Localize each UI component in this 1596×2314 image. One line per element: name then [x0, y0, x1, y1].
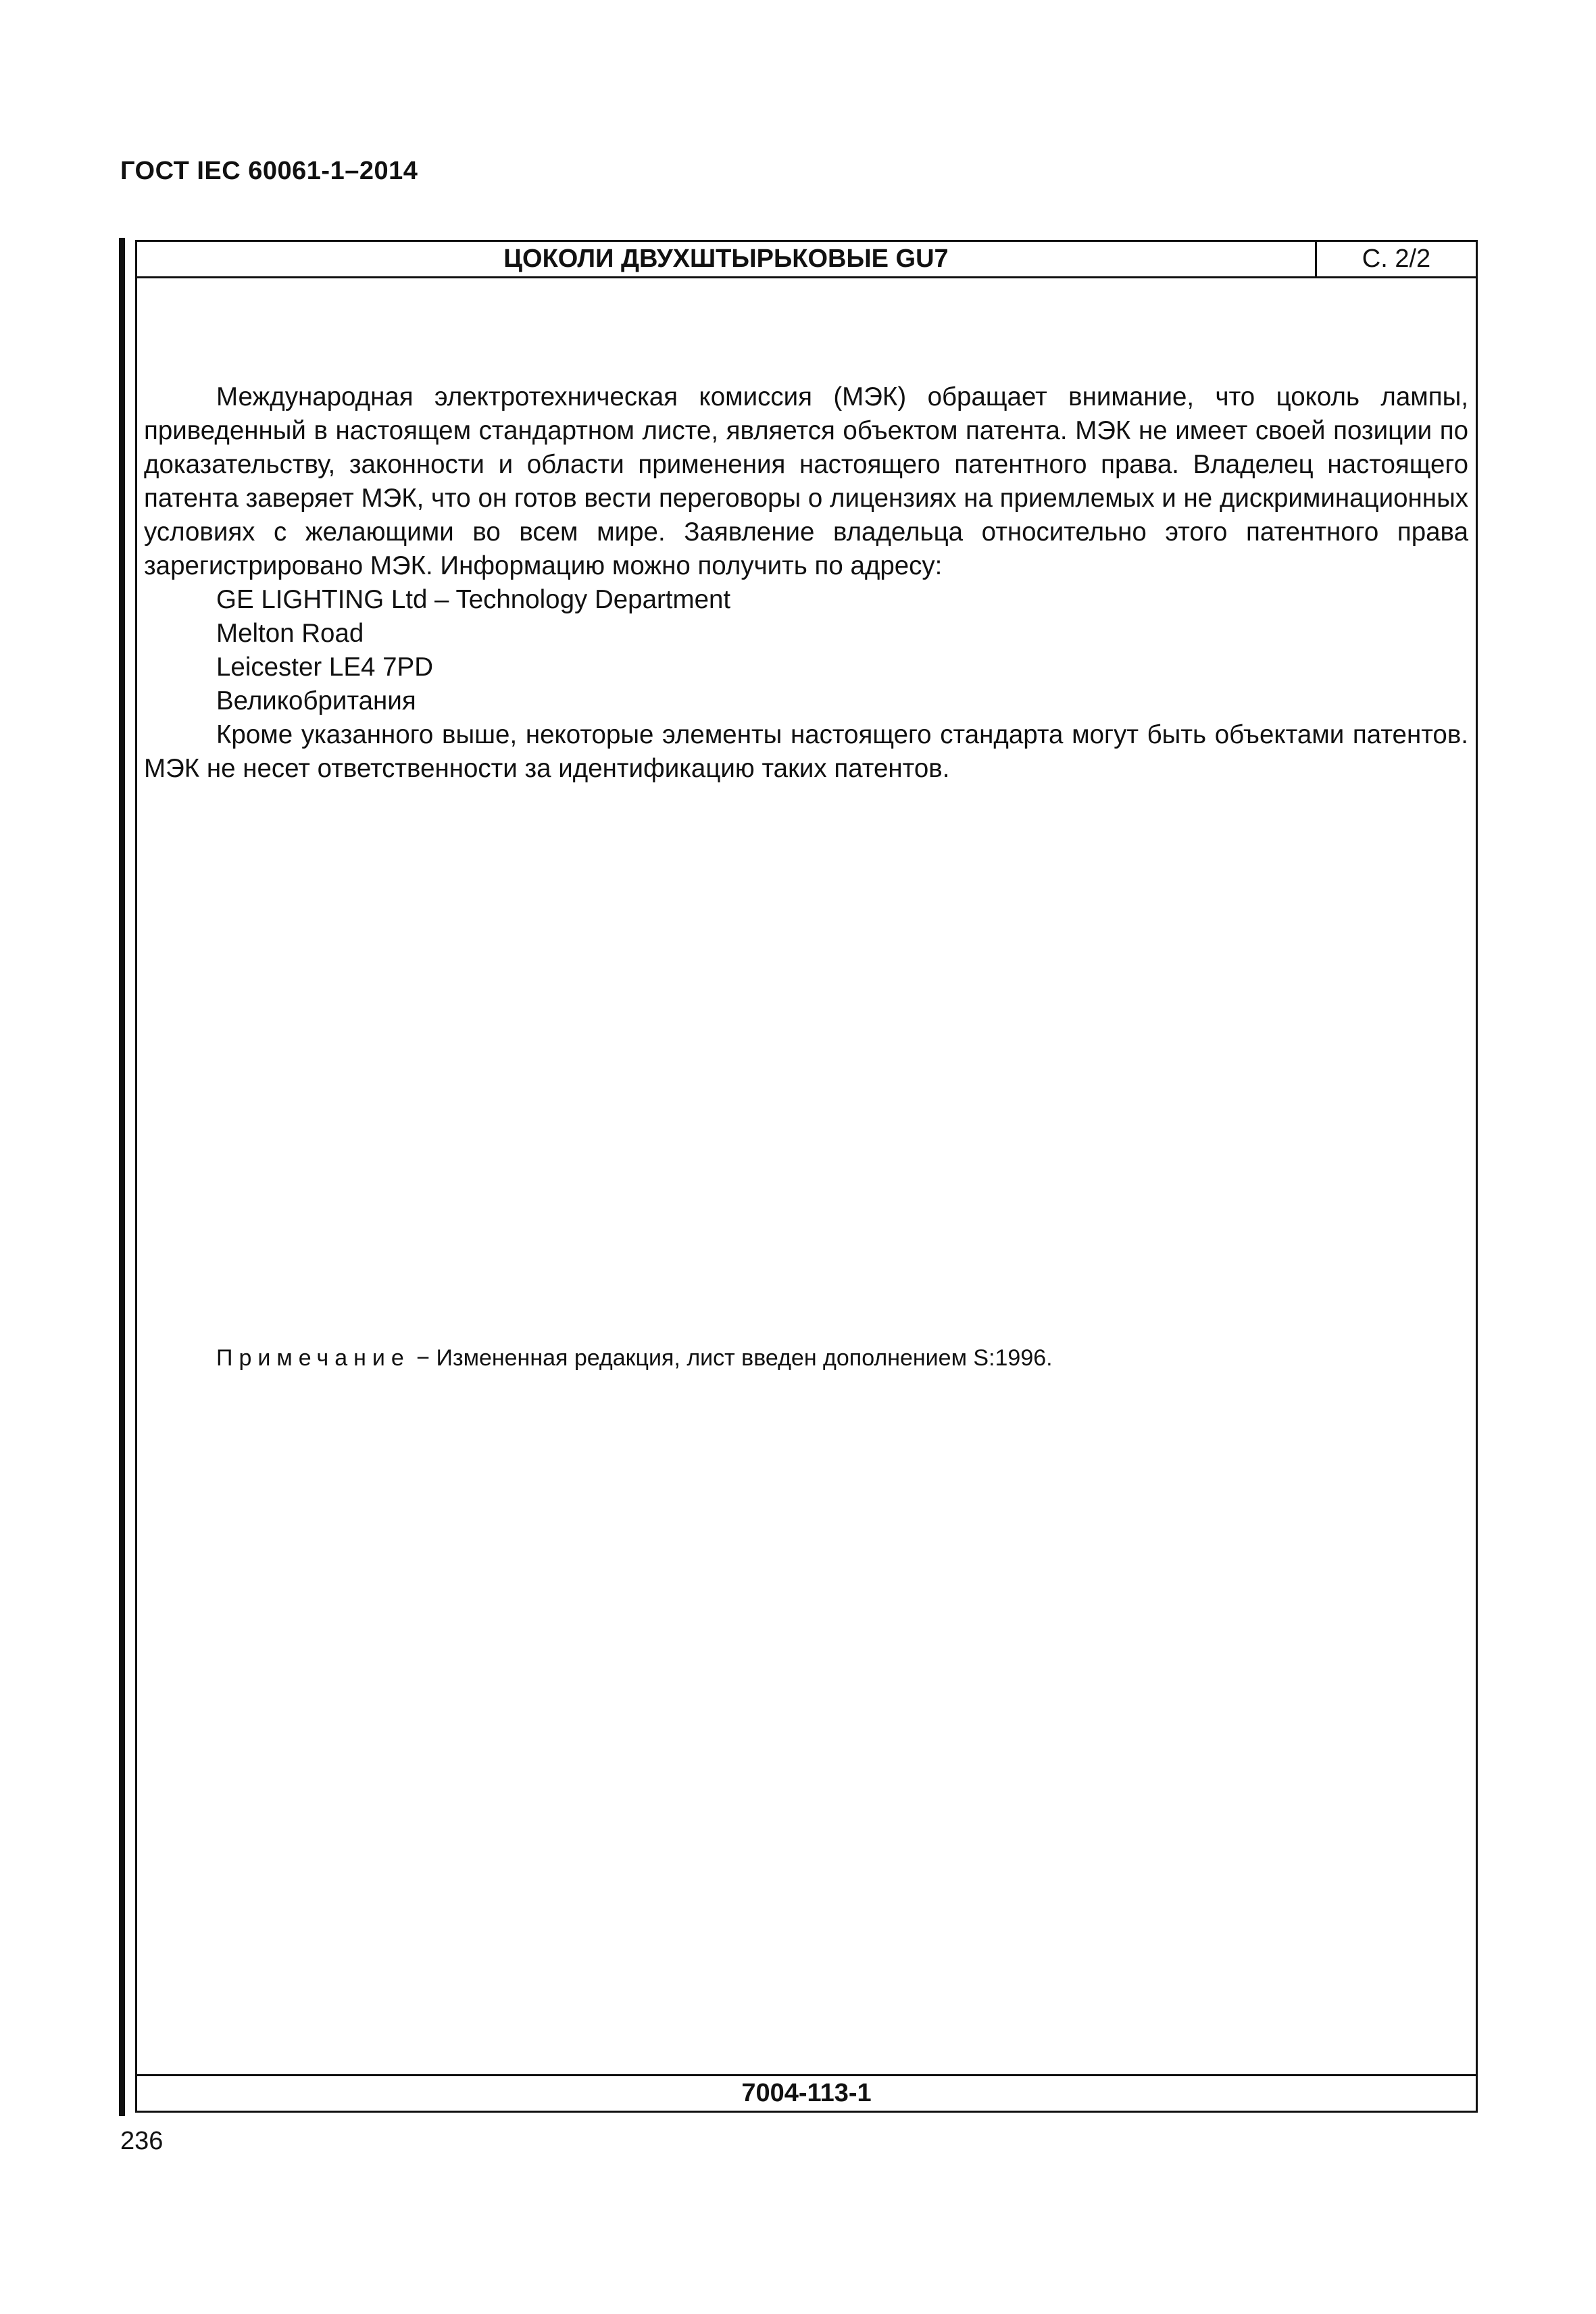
sheet-title: ЦОКОЛИ ДВУХШТЫРЬКОВЫЕ GU7 [137, 242, 1317, 276]
page-number: 236 [120, 2127, 164, 2155]
note [216, 1343, 1053, 1373]
note-label: Примечание [216, 1345, 410, 1371]
address-line-street: Melton Road [216, 619, 364, 648]
sheet-page-label: С. 2/2 [1362, 245, 1431, 273]
address-line-country: Великобритания [216, 686, 416, 715]
sheet-body [144, 380, 1468, 786]
patent-notice-paragraph: Международная электротехническая комиссия (МЭК) обращает внимание, что цоколь лампы, приведенный в настоящем стандартном листе, является объектом патента. МЭК не имеет своей позиции по доказательству, законности и области применения настоящего патентного права. Владелец настоящего патента заверяет МЭК, что он готов вести переговоры о лицензиях на приемлемых и не дискриминационных условиях с желающими во всем мире. Заявление владельца относительно этого патентного права зарегистрировано МЭК. Информацию можно получить по адресу: [144, 382, 1468, 580]
note-text: − Измененная редакция, лист введен дополнением S:1996. [409, 1345, 1053, 1371]
patent-disclaimer-paragraph: Кроме указанного выше, некоторые элементы настоящего стандарта могут быть объектами патентов. МЭК не несет ответственности за идентификацию таких патентов. [144, 720, 1468, 783]
standard-header: ГОСТ IEC 60061-1–2014 [120, 157, 418, 185]
sheet-title-row [137, 242, 1476, 278]
address-line-city: Leicester LE4 7PD [216, 653, 434, 682]
address-line-company: GE LIGHTING Ltd – Technology Department [216, 585, 731, 614]
standard-sheet-frame [135, 240, 1478, 2113]
margin-bar [119, 238, 125, 2116]
sheet-footer-code: 7004-113-1 [137, 2074, 1476, 2111]
